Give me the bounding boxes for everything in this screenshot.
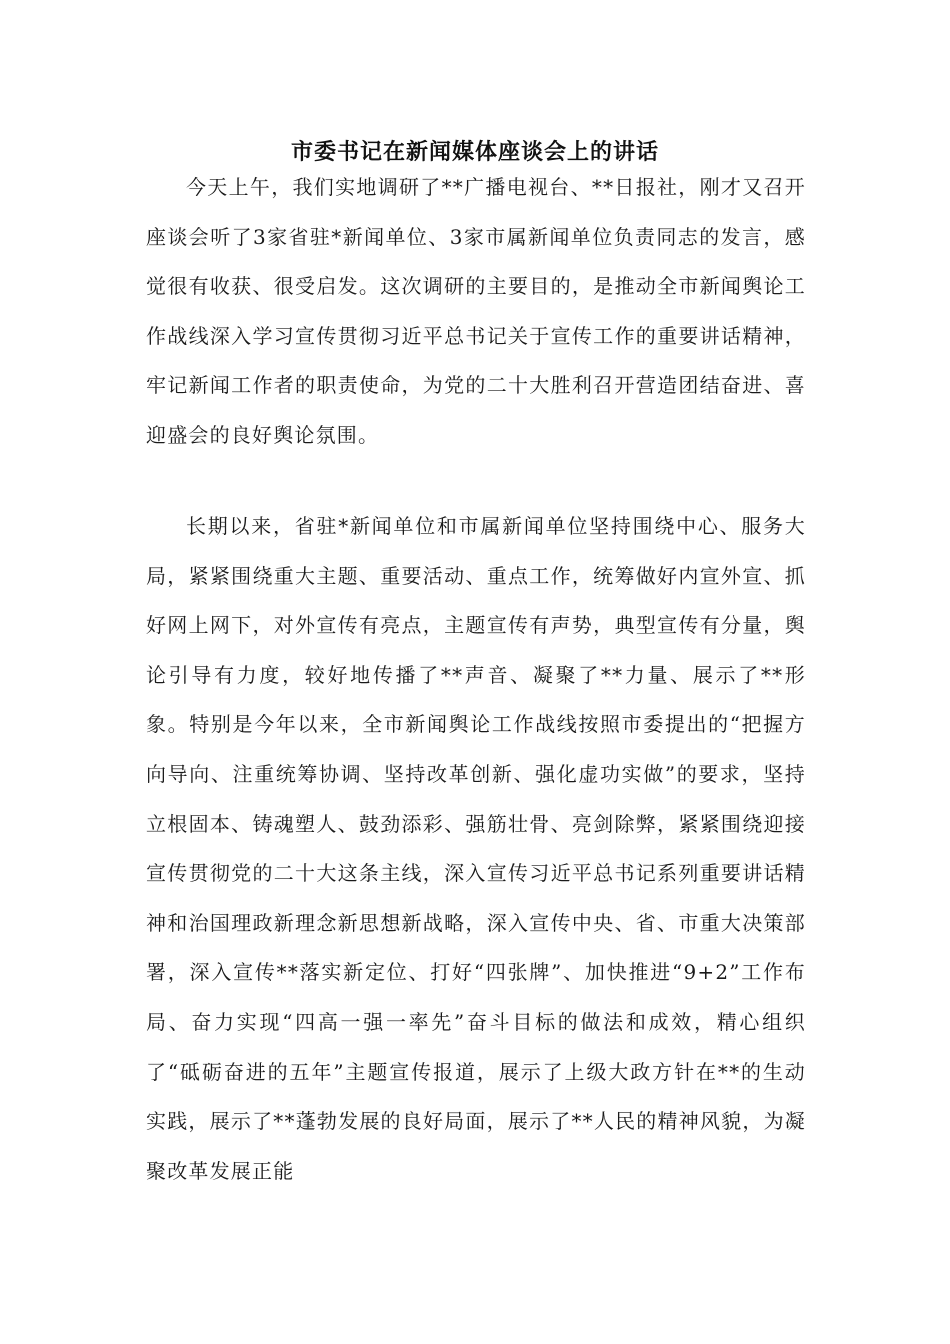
paragraph-1: 今天上午，我们实地调研了**广播电视台、**日报社，刚才又召开座谈会听了3家省驻*新闻单位、3家市属新闻单位负责同志的发言，感觉很有收获、很受启发。这次调研的主要目的，是推动全市新闻舆论工作战线深入学习宣传贯彻习近平总书记关于宣传工作的重要讲话精神，牢记新闻工作者的职责使命，为党的二十大胜利召开营造团结奋进、喜迎盛会的良好舆论氛围。 xyxy=(146,175,806,447)
document-title: 市委书记在新闻媒体座谈会上的讲话 xyxy=(290,140,659,165)
paragraph-2: 长期以来，省驻*新闻单位和市属新闻单位坚持围绕中心、服务大局，紧紧围绕重大主题、重要活动、重点工作，统筹做好内宣外宣、抓好网上网下，对外宣传有亮点，主题宣传有声势，典型宣传有分量，舆论引导有力度，较好地传播了**声音、凝聚了**力量、展示了**形象。特别是今年以来，全市新闻舆论工作战线按照市委提出的“把握方向导向、注重统筹协调、坚持改革创新、强化虚功实做”的要求，坚持立根固本、铸魂塑人、鼓劲添彩、强筋壮骨、亮剑除弊，紧紧围绕迎接宣传贯彻党的二十大这条主线，深入宣传习近平总书记系列重要讲话精神和治国理政新理念新思想新战略，深入宣传中央、省、市重大决策部署，深入宣传**落实新定位、打好“四张牌”、加快推进“9+2”工作布局、奋力实现“四高一强一率先”奋斗目标的做法和成效，精心组织了“砥砺奋进的五年”主题宣传报道，展示了上级大政方针在**的生动实践，展示了**蓬勃发展的良好局面，展示了**人民的精神风貌，为凝聚改革发展正能 xyxy=(146,514,806,1183)
